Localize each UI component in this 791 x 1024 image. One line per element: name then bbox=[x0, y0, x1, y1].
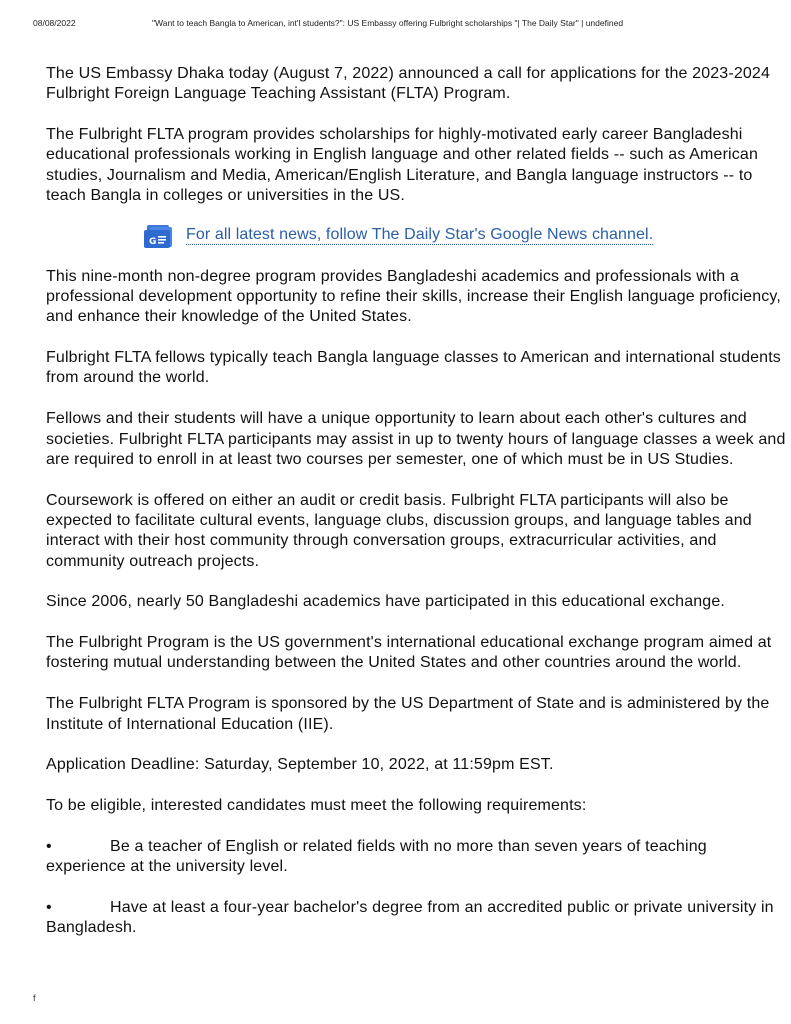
article-paragraph: Since 2006, nearly 50 Bangladeshi academics have participated in this educational exchange. bbox=[46, 593, 725, 611]
print-date: 08/08/2022 bbox=[33, 18, 76, 28]
article-paragraph: The Fulbright FLTA program provides scholarships for highly-motivated early career Bangladeshi educational professionals working in English language and other related fields -- such as American studies, Journalism and Media, American/English Literature, and Bangla language instructors -- to teach Bangla in colleges or universities in the US. bbox=[46, 126, 758, 204]
svg-text:G: G bbox=[149, 236, 157, 247]
application-deadline: Application Deadline: Saturday, September 10, 2022, at 11:59pm EST. bbox=[46, 756, 554, 774]
print-header bbox=[0, 18, 791, 32]
google-news-link[interactable]: For all latest news, follow The Daily Star's Google News channel. bbox=[186, 226, 654, 244]
article-paragraph: The US Embassy Dhaka today (August 7, 2022) announced a call for applications for the 2023-2024 Fulbright Foreign Language Teaching Assistant (FLTA) Program. bbox=[46, 65, 771, 103]
requirement-text: Have at least a four-year bachelor's degree from an accredited public or private university in Bangladesh. bbox=[46, 899, 774, 937]
print-page-title: "Want to teach Bangla to American, int'l students?": US Embassy offering Fulbright scholarships "| The Daily Star" | undefined bbox=[152, 18, 624, 28]
bullet-icon: • bbox=[46, 899, 52, 917]
requirement-text: Be a teacher of English or related fields with no more than seven years of teaching experience at the university level. bbox=[46, 837, 707, 876]
eligibility-intro: To be eligible, interested candidates must meet the following requirements: bbox=[46, 797, 587, 815]
bullet-icon: • bbox=[46, 837, 52, 855]
requirement-list-item bbox=[46, 837, 791, 878]
article-paragraph: Coursework is offered on either an audit or credit basis. Fulbright FLTA participants will also be expected to facilitate cultural events, language clubs, discussion groups, and language tables and interact with their host community through conversation groups, extracurricular activities, and community outreach projects. bbox=[46, 491, 752, 570]
page-marker: f bbox=[33, 993, 36, 1003]
article-body bbox=[46, 64, 791, 959]
article-paragraph: Fellows and their students will have a unique opportunity to learn about each other's cultures and societies. Fulbright FLTA participants may assist in up to twenty hours of language classes a week and are required to enroll in at least two courses per semester, one of which must be in US Studies. bbox=[46, 410, 786, 468]
article-paragraph: This nine-month non-degree program provides Bangladeshi academics and professionals with a professional development opportunity to refine their skills, increase their English language proficiency, and enhance their knowledge of the United States. bbox=[46, 267, 781, 326]
requirement-list-item bbox=[46, 898, 791, 939]
article-paragraph: The Fulbright Program is the US government's international educational exchange program aimed at fostering mutual understanding between the United States and other countries around the world. bbox=[46, 634, 772, 672]
google-news-promo[interactable] bbox=[46, 223, 791, 249]
article-paragraph: Fulbright FLTA fellows typically teach Bangla language classes to American and international students from around the world. bbox=[46, 349, 781, 387]
article-paragraph: The Fulbright FLTA Program is sponsored by the US Department of State and is administered by the Institute of International Education (IIE). bbox=[46, 695, 770, 733]
google-news-icon[interactable] bbox=[144, 223, 174, 249]
